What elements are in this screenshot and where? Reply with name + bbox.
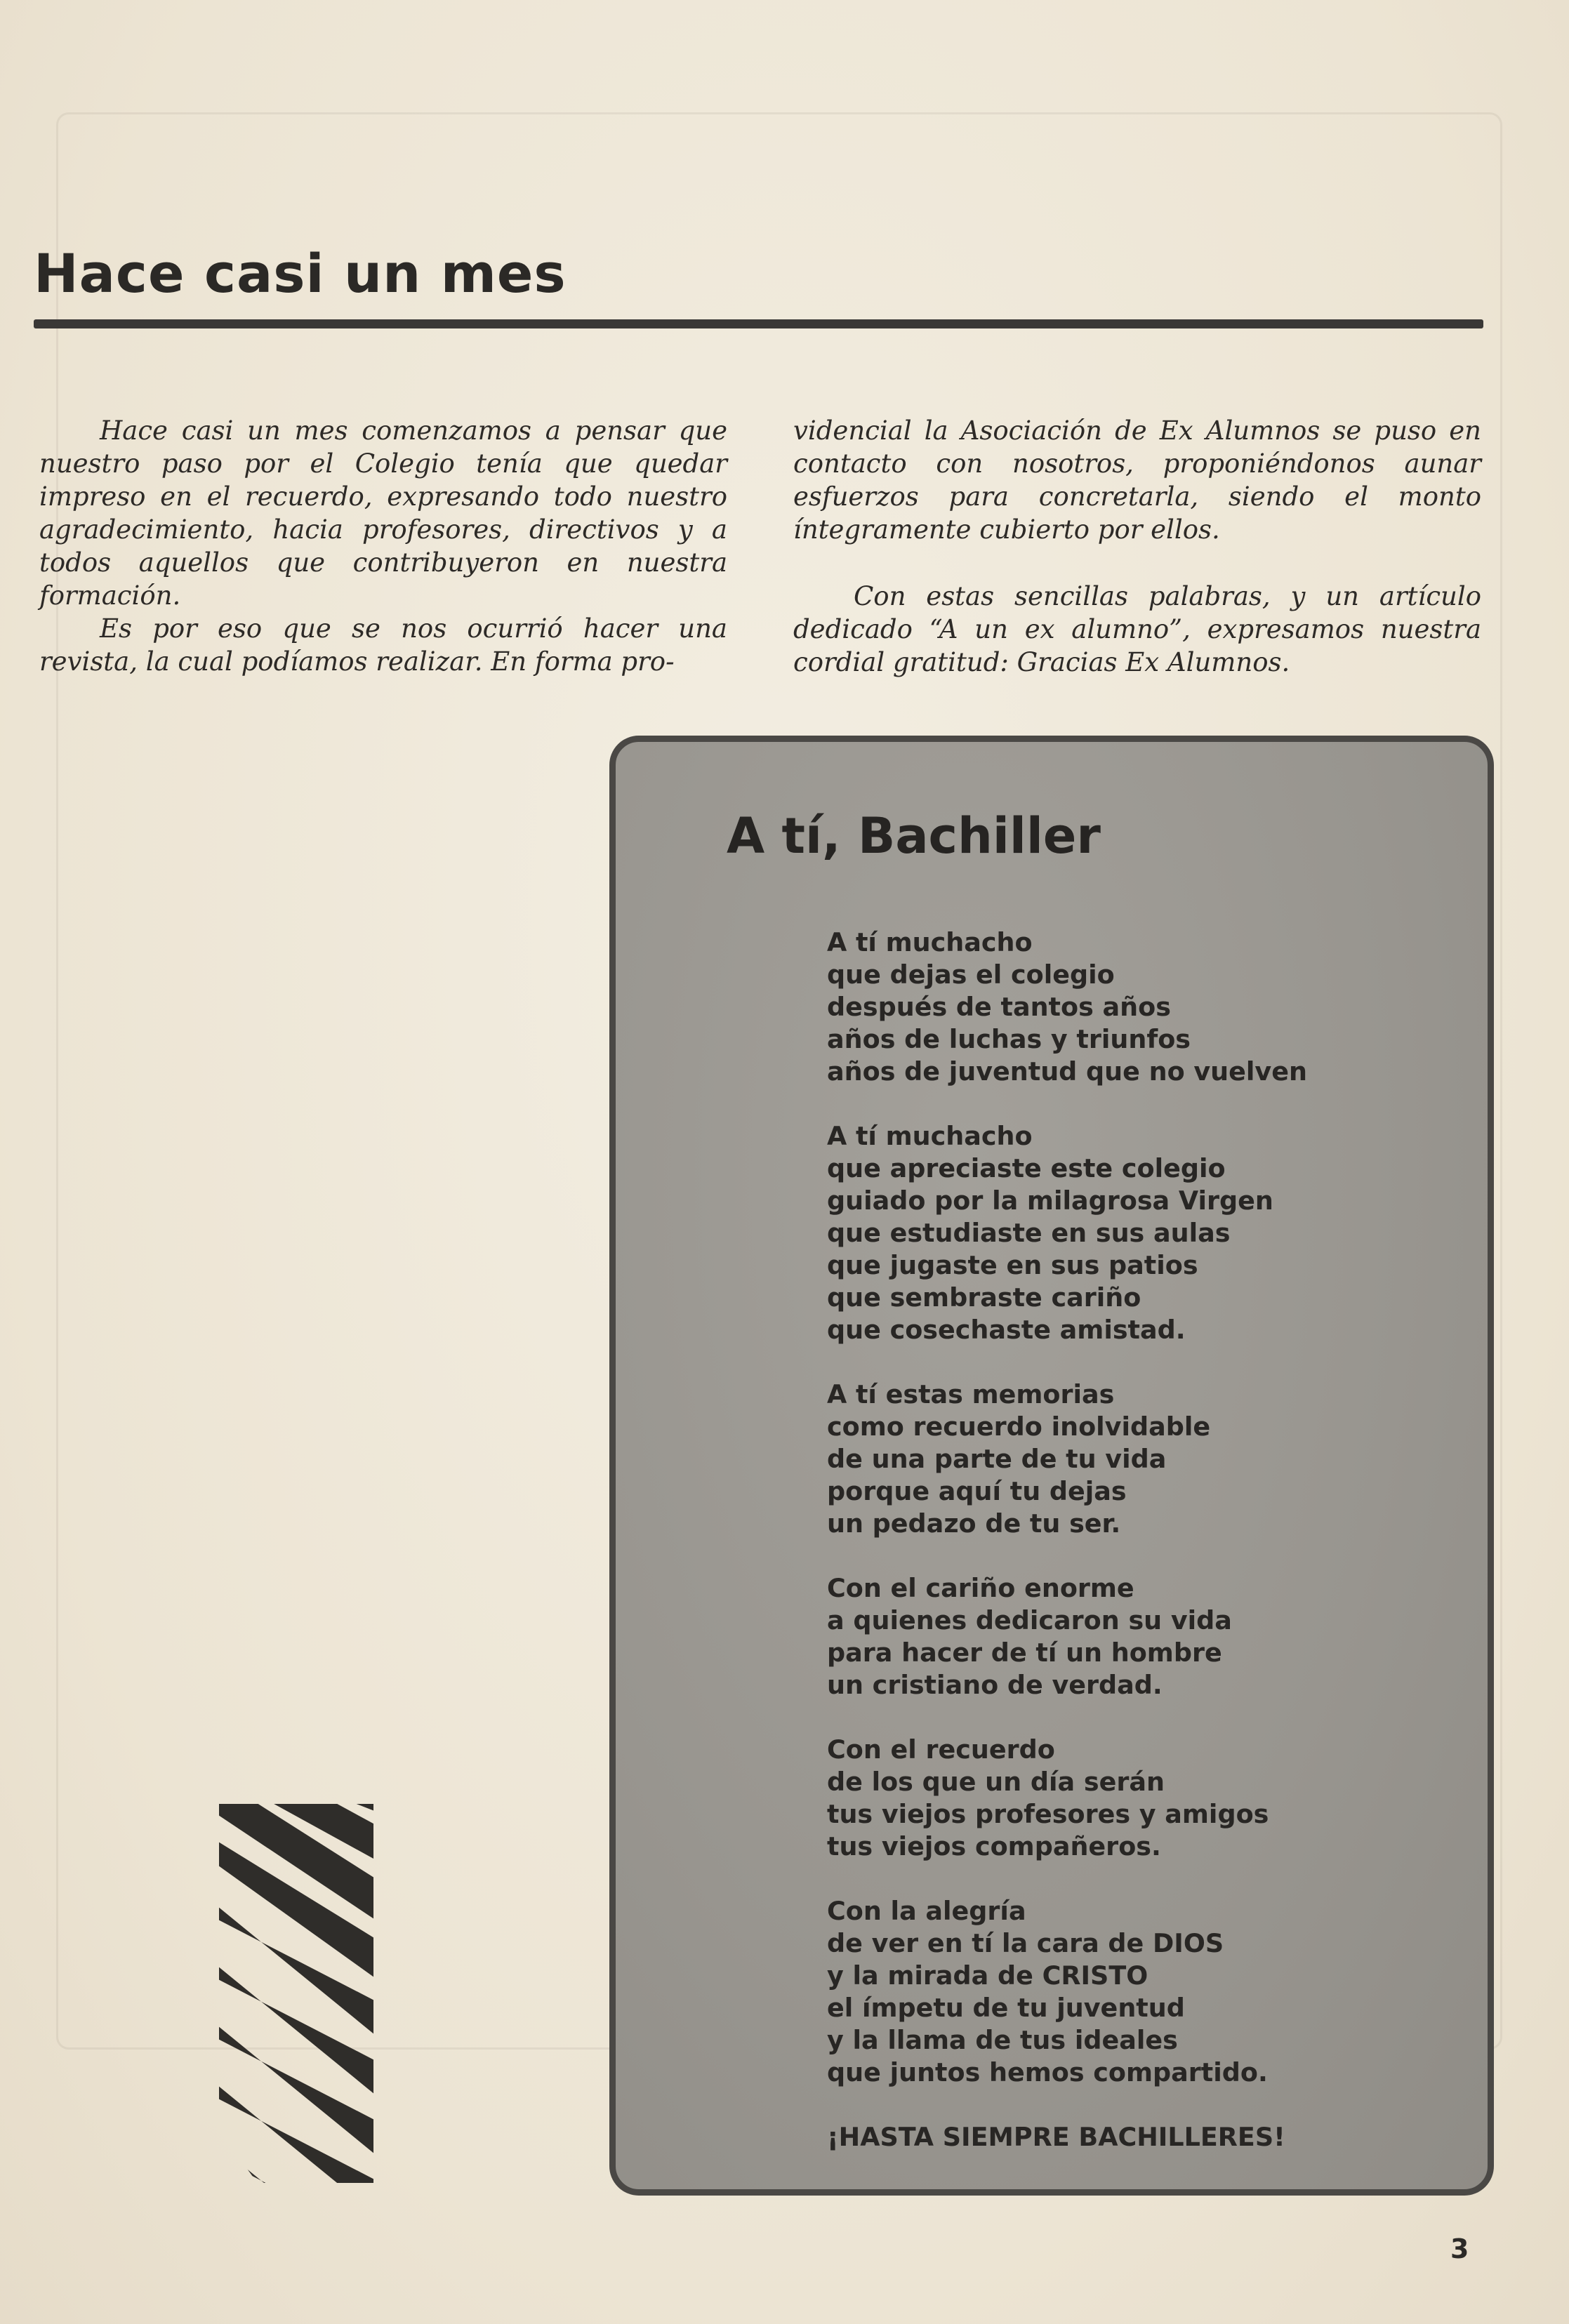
poem-line: que estudiaste en sus aulas xyxy=(827,1218,1231,1248)
right-paragraph-2: Con estas sencillas palabras, y un artículo dedicado “A un ex alumno”, expresamos nuestra cordial gratitud: Gracias Ex Alumnos. xyxy=(793,581,1481,677)
poem-closing-line: ¡HASTA SIEMPRE BACHILLERES! xyxy=(827,2122,1285,2152)
poem-line: Con el recuerdo xyxy=(827,1734,1055,1765)
poem-line: que dejas el colegio xyxy=(827,960,1115,990)
poem-line: y la mirada de CRISTO xyxy=(827,1960,1148,1991)
left-paragraph-2: Es por eso que se nos ocurrió hacer una revista, la cual podíamos realizar. En forma pro- xyxy=(39,613,727,677)
poem-stanza xyxy=(827,2121,1459,2153)
poem-line: que sembraste cariño xyxy=(827,1282,1141,1313)
poem-stanza xyxy=(827,1572,1459,1701)
poem-line: como recuerdo inolvidable xyxy=(827,1412,1211,1442)
poem-line: tus viejos profesores y amigos xyxy=(827,1799,1269,1829)
poem-line: un pedazo de tu ser. xyxy=(827,1508,1121,1539)
poem-line: que jugaste en sus patios xyxy=(827,1250,1198,1280)
poem-stanza xyxy=(827,1120,1459,1346)
left-paragraph-1: Hace casi un mes comenzamos a pensar que nuestro paso por el Colegio tenía que quedar impreso en el recuerdo, expresando todo nuestro agradecimiento, hacia profesores, directivos y a todos aquellos que contribuyeron en nuestra formación. xyxy=(39,416,727,611)
poem-line: el ímpetu de tu juventud xyxy=(827,1993,1185,2023)
poem-line: A tí muchacho xyxy=(827,1121,1033,1151)
poem-line: después de tantos años xyxy=(827,992,1171,1022)
poem-line: Con la alegría xyxy=(827,1896,1026,1926)
poem-stanza xyxy=(827,1895,1459,2089)
poem-line: para hacer de tí un hombre xyxy=(827,1638,1222,1668)
poem-line: años de luchas y triunfos xyxy=(827,1024,1191,1054)
poem-line: años de juventud que no vuelven xyxy=(827,1056,1307,1087)
poem-line: a quienes dedicaron su vida xyxy=(827,1605,1232,1635)
diagonal-stripes-graphic xyxy=(219,1804,373,2183)
poem-line: de ver en tí la cara de DIOS xyxy=(827,1928,1224,1958)
poem-body xyxy=(827,927,1459,2153)
poem-line: A tí estas memorias xyxy=(827,1379,1115,1409)
poem-stanza xyxy=(827,1734,1459,1863)
poem-stanza xyxy=(827,1379,1459,1540)
poem-line: guiado por la milagrosa Virgen xyxy=(827,1186,1273,1216)
poem-line: que juntos hemos compartido. xyxy=(827,2057,1268,2087)
poem-line: de una parte de tu vida xyxy=(827,1444,1167,1474)
poem-line: que apreciaste este colegio xyxy=(827,1153,1226,1183)
title-rule xyxy=(34,319,1483,328)
poem-stanza xyxy=(827,927,1459,1088)
article-right-column xyxy=(793,414,1481,679)
poem-line: tus viejos compañeros. xyxy=(827,1831,1161,1861)
poem-line: que cosechaste amistad. xyxy=(827,1315,1186,1345)
article-title: Hace casi un mes xyxy=(34,242,567,305)
article-left-column xyxy=(39,414,727,678)
poem-line: de los que un día serán xyxy=(827,1767,1165,1797)
poem-title: A tí, Bachiller xyxy=(727,807,1101,865)
poem-line: Con el cariño enorme xyxy=(827,1573,1134,1603)
poem-line: y la llama de tus ideales xyxy=(827,2025,1178,2055)
poem-line: un cristiano de verdad. xyxy=(827,1670,1163,1700)
page-number: 3 xyxy=(1450,2233,1469,2264)
poem-line: porque aquí tu dejas xyxy=(827,1476,1127,1506)
poem-line: A tí muchacho xyxy=(827,927,1033,957)
right-paragraph-1: videncial la Asociación de Ex Alumnos se puso en contacto con nosotros, proponiéndonos aunar esfuerzos para concretarla, siendo el monto íntegramente cubierto por ellos. xyxy=(793,416,1481,545)
